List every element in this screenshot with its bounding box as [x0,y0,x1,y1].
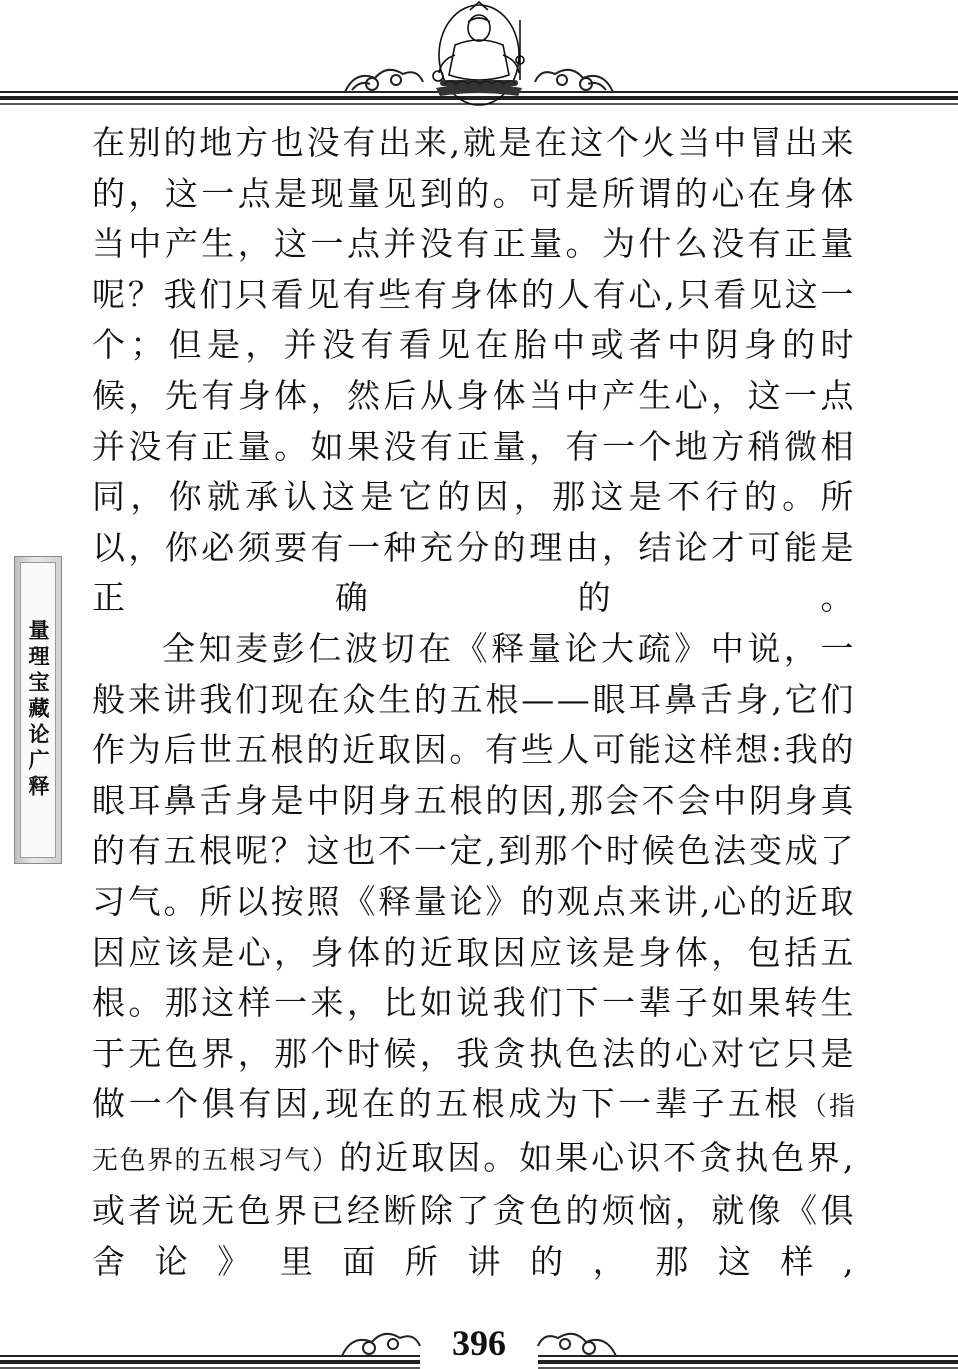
text-line: 般来讲我们现在众生的五根——眼耳鼻舌身,它 [92,679,821,719]
text-line: 我的眼耳鼻舌身是中阴身五根的因,那会不会中 [92,730,856,820]
guru-figure-ornament-icon [0,0,958,110]
annotation-note: （指无色界的五根习气） [92,1092,856,1176]
text-line-last: 正确的。 [92,578,856,618]
text-line: 体当中产生，这一点并没有正量。为什么没有正 [92,173,856,264]
text-line: 相同，你就承认这是它的因，那这是不行的。所 [92,426,856,517]
text-line: 子如果转生于无色界，那个时候，我贪执色法的 [92,983,857,1073]
text-line: 以，你必须要有一种充分的理由，结论才可能是 [92,527,856,567]
text-line: 点并没有正量。如果没有正量，有一个地方稍微 [92,375,856,466]
text-line: 在别的地方也没有出来,就是在这个火当中冒出 [92,123,821,162]
text-line: 量呢？我们只看见有些有身体的人有心,只看见 [92,224,856,314]
page-number: 396 [452,1323,506,1363]
main-text [92,118,856,1288]
text-line: 体，包括五根。那这样一来，比如说我们下一辈 [92,932,857,1023]
text-line: 心对它只是做一个俱有因,现在的五根成为下一 [92,1033,857,1124]
text-line: 心识不贪执色界,或者说无色界已经断除了贪色 [92,1137,856,1231]
side-tab [14,556,62,864]
text-line: 心的近取因应该是心，身体的近取因应该是身 [92,881,857,972]
text-line: 时候，先有身体，然后从身体当中产生心，这一 [92,325,856,415]
paragraph-1 [92,118,856,624]
text-line: 全知麦彭仁波切在《释量论大疏》中说，一 [162,628,856,668]
text-line: 阴身真的有五根呢？这也不一定,到那个时候色 [92,780,856,871]
book-title: 量理宝藏论广释 [26,619,50,801]
paragraph-2 [92,624,856,1288]
text-line: 法变成了习气。所以按照《释量论》的观点来讲, [92,831,857,921]
text-line: 的近取因。如果 [339,1137,592,1177]
side-tab-inner [20,562,56,858]
text-line: 辈子五根 [654,1084,801,1124]
text-line: 来的，这一点是现量见到的。可是所谓的心在身 [92,123,856,213]
header-ornament [0,0,958,110]
text-line: 们作为后世五根的近取因。有些人可能这样想: [92,679,856,770]
text-line: 的烦恼，就像《俱舍论》里面所讲的，那这样, [92,1191,857,1282]
text-line: 这一个；但是，并没有看见在胎中或者中阴身的 [92,274,856,365]
